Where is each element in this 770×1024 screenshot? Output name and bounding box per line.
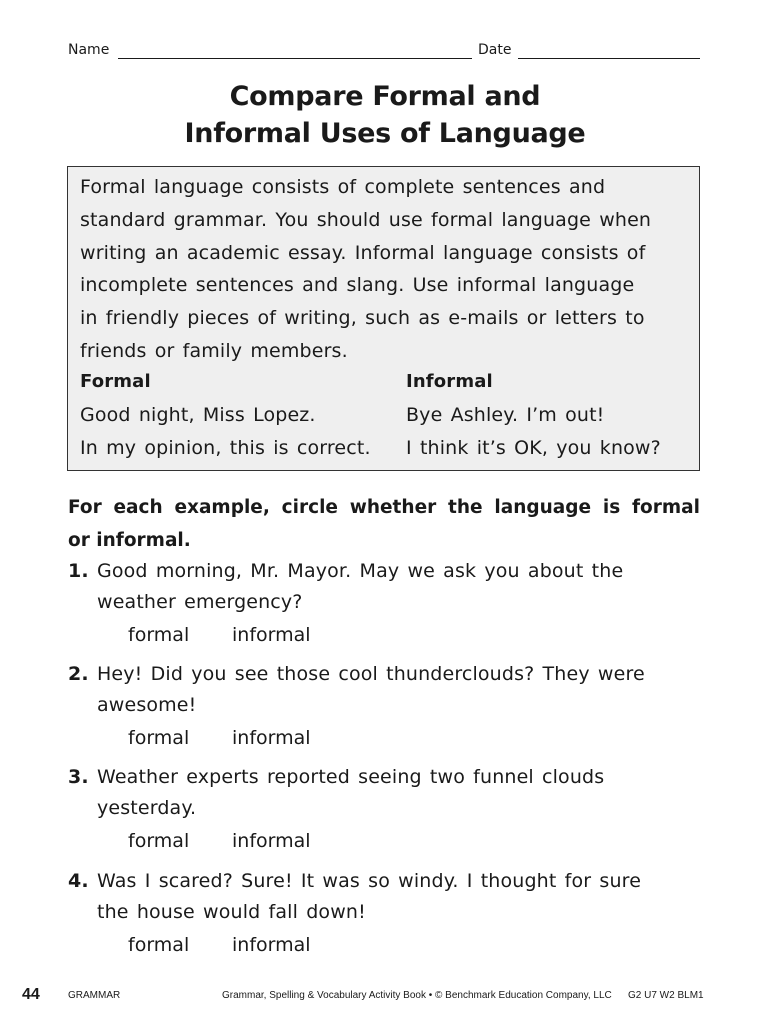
page-footer [0, 986, 770, 1006]
name-date-header [68, 42, 700, 64]
question-1 [68, 556, 700, 618]
intro-line: incomplete sentences and slang. Use informal language [80, 274, 635, 297]
question-2 [68, 659, 700, 721]
page-title-line-2: Informal Uses of Language [184, 118, 586, 149]
date-label: Date [478, 42, 512, 58]
question-3 [68, 762, 700, 824]
question-2-choices [128, 727, 311, 749]
page-title [0, 78, 770, 152]
question-line: Hey! Did you see those cool thunderclouds? They were [97, 663, 645, 685]
directions-line-2: or informal. [68, 530, 191, 551]
formal-example: In my opinion, this is correct. [80, 436, 371, 459]
footer-copyright: Grammar, Spelling & Vocabulary Activity Book • © Benchmark Education Company, LLC [222, 990, 612, 1001]
footer-section: GRAMMAR [68, 990, 121, 1001]
question-text [97, 866, 641, 928]
intro-line: Formal language consists of complete sentences and [80, 176, 606, 198]
choice-informal[interactable]: informal [232, 727, 311, 749]
date-blank-line[interactable] [518, 58, 700, 59]
page-title-line-1: Compare Formal and [229, 81, 541, 112]
name-label: Name [68, 42, 110, 58]
question-line: yesterday. [97, 797, 197, 819]
choice-informal[interactable]: informal [232, 624, 311, 646]
choice-formal[interactable]: formal [128, 727, 190, 749]
question-line: awesome! [97, 694, 197, 716]
intro-line: in friendly pieces of writing, such as e-mails or letters to [80, 307, 645, 330]
intro-line: friends or family members. [80, 339, 348, 362]
question-number: 3. [68, 766, 89, 788]
directions-line-1: For each example, circle whether the language is formal [68, 497, 700, 518]
choice-formal[interactable]: formal [128, 934, 190, 956]
intro-line: standard grammar. You should use formal language when [80, 208, 652, 231]
name-blank-line[interactable] [118, 58, 472, 59]
informal-example: I think it’s OK, you know? [406, 436, 661, 459]
formal-examples-column [80, 366, 371, 464]
informal-example: Bye Ashley. I’m out! [406, 403, 605, 426]
question-number: 1. [68, 560, 89, 582]
question-4-choices [128, 934, 311, 956]
choice-formal[interactable]: formal [128, 830, 190, 852]
question-line: Weather experts reported seeing two funnel clouds [97, 766, 605, 788]
choice-informal[interactable]: informal [232, 830, 311, 852]
directions [68, 491, 700, 557]
formal-example: Good night, Miss Lopez. [80, 403, 316, 426]
question-number: 4. [68, 870, 89, 892]
question-1-choices [128, 624, 311, 646]
question-4 [68, 866, 700, 928]
informal-heading: Informal [406, 371, 493, 392]
footer-code: G2 U7 W2 BLM1 [628, 990, 704, 1001]
choice-formal[interactable]: formal [128, 624, 190, 646]
informal-examples-column [406, 366, 661, 464]
info-box-intro [80, 171, 692, 368]
page-number: 44 [22, 986, 40, 1003]
question-line: weather emergency? [97, 591, 303, 613]
question-text [97, 762, 604, 824]
question-number: 2. [68, 663, 89, 685]
formal-heading: Formal [80, 371, 151, 392]
intro-line: writing an academic essay. Informal language consists of [80, 241, 646, 264]
question-text [97, 556, 623, 618]
question-line: the house would fall down! [97, 901, 366, 923]
question-3-choices [128, 830, 311, 852]
question-text [97, 659, 645, 721]
choice-informal[interactable]: informal [232, 934, 311, 956]
question-line: Good morning, Mr. Mayor. May we ask you about the [97, 560, 624, 582]
question-line: Was I scared? Sure! It was so windy. I thought for sure [97, 870, 642, 892]
